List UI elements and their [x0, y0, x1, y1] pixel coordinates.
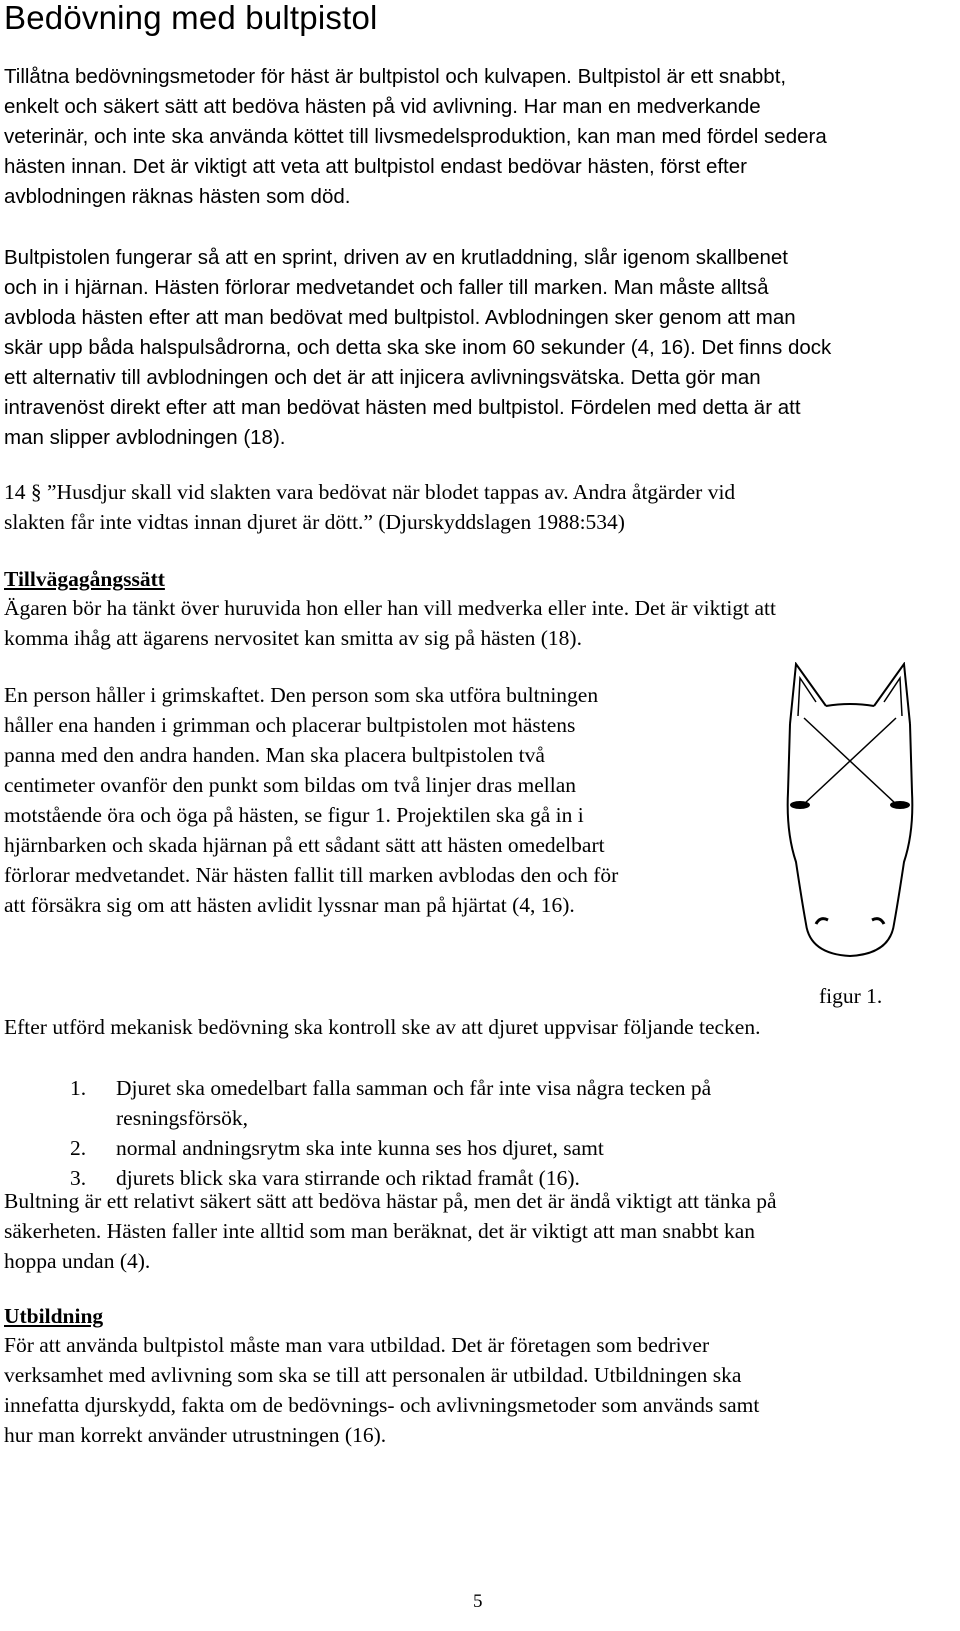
- text-line: avbloda hästen efter att man bedövat med bultpistol. Avblodningen sker genom att man: [4, 306, 796, 329]
- right-eye: [890, 801, 910, 809]
- text-line: hur man korrekt använder utrustningen (16).: [4, 1423, 387, 1447]
- procedure-heading: Tillvägagångssätt: [4, 567, 165, 591]
- procedure-paragraph-2: [4, 680, 618, 920]
- text-line: hästen innan. Det är viktigt att veta att bultpistol endast bedövar hästen, först efter: [4, 155, 747, 178]
- left-ear-inner: [798, 678, 816, 716]
- text-line: och in i hjärnan. Hästen förlorar medvetandet och faller till marken. Man måste alltså: [4, 276, 769, 299]
- text-line: Bultpistolen fungerar så att en sprint, driven av en krutladdning, slår igenom skallbenet: [4, 246, 789, 269]
- text-line: Ägaren bör ha tänkt över huruvida hon eller han vill medverka eller inte. Det är viktigt att: [4, 596, 776, 620]
- text-line: enkelt och säkert sätt att bedöva hästen på vid avlivning. Har man en medverkande: [4, 95, 761, 118]
- text-line: håller ena handen i grimman och placerar bultpistolen mot hästens: [4, 713, 576, 737]
- page-number: 5: [473, 1591, 483, 1612]
- right-nostril: [872, 919, 884, 924]
- text-line: verksamhet med avlivning som ska se till att personalen är utbildad. Utbildningen ska: [4, 1363, 742, 1387]
- text-line: man slipper avblodningen (18).: [4, 426, 286, 449]
- list-item: [70, 1073, 900, 1133]
- page-title: Bedövning med bultpistol: [4, 0, 378, 36]
- checks-list: [70, 1073, 900, 1193]
- text-line: säkerheten. Hästen faller inte alltid som man beräknat, det är viktigt att man snabbt kan: [4, 1219, 756, 1243]
- text-line: veterinär, och inte ska använda köttet till livsmedelsproduktion, kan man med fördel sedera: [4, 125, 827, 148]
- training-paragraph: [4, 1330, 759, 1450]
- text-line: innefatta djurskydd, fakta om de bedövnings- och avlivningsmetoder som används samt: [4, 1393, 760, 1417]
- text-line: normal andningsrytm ska inte kunna ses hos djuret, samt: [116, 1136, 604, 1160]
- text-line: djurets blick ska vara stirrande och riktad framåt (16).: [116, 1166, 580, 1190]
- checks-intro: Efter utförd mekanisk bedövning ska kontroll ske av att djuret uppvisar följande tecken.: [4, 1015, 761, 1039]
- mechanism-paragraph: [4, 243, 831, 453]
- safety-paragraph: [4, 1186, 777, 1276]
- law-quote: [4, 477, 735, 537]
- text-line: slakten får inte vidtas innan djuret är dött.” (Djurskyddslagen 1988:534): [4, 510, 625, 534]
- horse-head-figure: [786, 662, 914, 958]
- text-line: Tillåtna bedövningsmetoder för häst är bultpistol och kulvapen. Bultpistol är ett snabbt,: [4, 65, 787, 88]
- forehead-line: [826, 704, 874, 706]
- text-line: Djuret ska omedelbart falla samman och får inte visa några tecken på: [116, 1076, 712, 1100]
- text-line: centimeter ovanför den punkt som bildas om två linjer dras mellan: [4, 773, 576, 797]
- text-line: ett alternativ till avblodningen och det är att injicera avlivningsvätska. Detta gör man: [4, 366, 761, 389]
- text-line: En person håller i grimskaftet. Den person som ska utföra bultningen: [4, 683, 599, 707]
- text-line: Bultning är ett relativt säkert sätt att bedöva hästar på, men det är ändå viktigt att tänka på: [4, 1189, 777, 1213]
- left-nostril: [816, 919, 828, 924]
- left-ear-outline: [790, 664, 826, 724]
- text-line: hjärnbarken och skada hjärnan på ett sådant sätt att hästen omedelbart: [4, 833, 605, 857]
- text-line: motstående öra och öga på hästen, se figur 1. Projektilen ska gå in i: [4, 803, 584, 827]
- text-line: panna med den andra handen. Man ska placera bultpistolen två: [4, 743, 545, 767]
- procedure-paragraph-1: [4, 593, 776, 653]
- training-heading: Utbildning: [4, 1304, 104, 1328]
- text-line: För att använda bultpistol måste man vara utbildad. Det är företagen som bedriver: [4, 1333, 710, 1357]
- list-number: 2.: [70, 1136, 87, 1160]
- right-ear-outline: [874, 664, 910, 724]
- head-outline: [788, 724, 913, 956]
- list-number: 1.: [70, 1076, 87, 1100]
- text-line: att försäkra sig om att hästen avlidit lyssnar man på hjärtat (4, 16).: [4, 893, 575, 917]
- text-line: förlorar medvetandet. När hästen fallit till marken avblodas den och för: [4, 863, 619, 887]
- text-line: resningsförsök,: [116, 1106, 248, 1130]
- figure-caption: figur 1.: [819, 984, 883, 1008]
- text-line: avblodningen räknas hästen som död.: [4, 185, 351, 208]
- text-line: skär upp båda halspulsådrorna, och detta ska ske inom 60 sekunder (4, 16). Det finns dock: [4, 336, 832, 359]
- right-ear-inner: [884, 678, 902, 716]
- list-item: [70, 1133, 900, 1163]
- text-line: intravenöst direkt efter att man bedövat hästen med bultpistol. Fördelen med detta är att: [4, 396, 801, 419]
- intro-paragraph: [4, 62, 827, 212]
- left-eye: [790, 801, 810, 809]
- text-line: hoppa undan (4).: [4, 1249, 151, 1273]
- list-number: 3.: [70, 1166, 87, 1190]
- text-line: komma ihåg att ägarens nervositet kan smitta av sig på hästen (18).: [4, 626, 582, 650]
- text-line: 14 § ”Husdjur skall vid slakten vara bedövat när blodet tappas av. Andra åtgärder vid: [4, 480, 736, 504]
